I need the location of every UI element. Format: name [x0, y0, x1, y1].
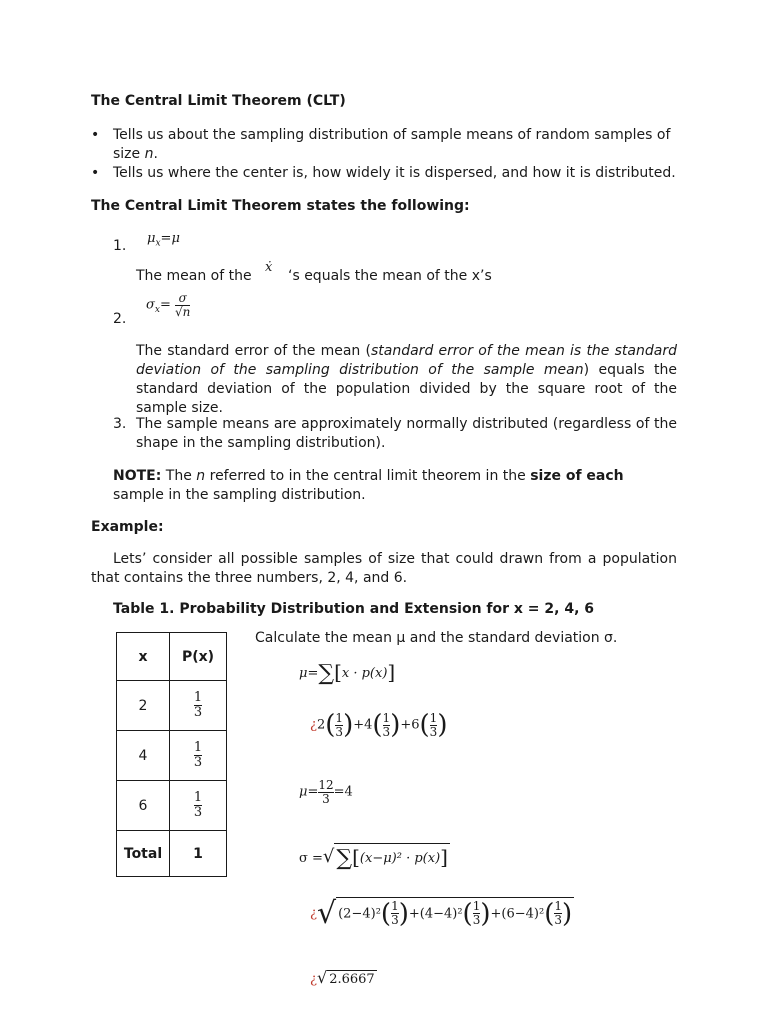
total-value: 1 — [170, 831, 227, 877]
bullet-dot-2: • — [91, 165, 100, 181]
cell-px: $\frac{1}{3}$ — [170, 781, 227, 831]
formula-sigma-substitution: ¿√ (2−4)²( $\frac{1}{3}$ )+(4−4)²( $\frac{1}{3}$ )+(6−4)²( $\frac{1}{3}$ ) — [310, 896, 573, 931]
formula-sigma-sum: σ =√∑[(x−μ)² · p(x)] — [299, 845, 448, 871]
cell-px: $\frac{1}{3}$ — [170, 681, 227, 731]
states-heading: The Central Limit Theorem states the following: — [91, 198, 470, 214]
xbar-symbol: ẋ — [265, 260, 273, 275]
item1-description-post: ‘s equals the mean of the x’s — [288, 268, 492, 284]
table-row — [117, 781, 227, 831]
bullet-dot-1: • — [91, 127, 100, 143]
item1-number: 1. — [113, 238, 127, 254]
formula-standard-error: $\sigma_x=$ $\frac{\sigma}{√n}$ — [146, 291, 191, 319]
probability-table — [116, 632, 227, 877]
total-label: Total — [117, 831, 170, 877]
formula-sigma-value: ¿√ 2.6667 — [310, 968, 375, 987]
example-text: Lets’ consider all possible samples of size that could drawn from a population that contains the three numbers, 2, 4, and 6. — [91, 551, 677, 586]
bullet-item-2: Tells us where the center is, how widely it is dispersed, and how it is distributed. — [113, 165, 676, 181]
note-paragraph: NOTE: The n referred to in the central limit theorem in the size of each sample in the sampling distribution. — [113, 468, 624, 503]
header-px: P(x) — [170, 633, 227, 681]
item3-number: 3. — [113, 416, 127, 432]
item1-description-pre: The mean of the — [136, 268, 252, 284]
item3-text: The sample means are approximately normally distributed (regardless of the shape in the sampling distribution). — [136, 416, 677, 451]
table-row — [117, 731, 227, 781]
bullet-item-1: Tells us about the sampling distribution of sample means of random samples of size n. — [113, 127, 671, 162]
table-header-row — [117, 633, 227, 681]
cell-x: 6 — [117, 781, 170, 831]
page-title: The Central Limit Theorem (CLT) — [91, 93, 346, 109]
formula-mean-sum: μ=∑[x · p(x)] — [299, 660, 396, 686]
cell-x: 4 — [117, 731, 170, 781]
item2-number: 2. — [113, 311, 127, 327]
header-x: x — [117, 633, 170, 681]
bullet-text-1: Tells us about the sampling distribution of sample means of random samples of size — [113, 127, 671, 162]
table-caption: Table 1. Probability Distribution and Extension for x = 2, 4, 6 — [113, 601, 595, 617]
n-variable: n — [144, 146, 154, 162]
calc-instruction: Calculate the mean μ and the standard deviation σ. — [255, 630, 618, 646]
table-row — [117, 681, 227, 731]
formula-mean-result: μ= $\frac{12}{3}$ =4 — [299, 778, 353, 806]
formula-mean-of-means: $\mu_x=\mu$ — [147, 231, 180, 249]
table-total-row — [117, 831, 227, 877]
cell-x: 2 — [117, 681, 170, 731]
formula-mean-substitution: ¿2( $\frac{1}{3}$ )+4( $\frac{1}{3}$ )+6( $\frac{1}{3}$ ) — [310, 710, 448, 740]
item2-description: The standard error of the mean (standard error of the mean is the standard deviation of the sampling distribution of the sample mean) equals the standard deviation of the population divided by the square root of the sample size. — [136, 343, 677, 416]
cell-px: $\frac{1}{3}$ — [170, 731, 227, 781]
example-heading: Example: — [91, 519, 164, 535]
